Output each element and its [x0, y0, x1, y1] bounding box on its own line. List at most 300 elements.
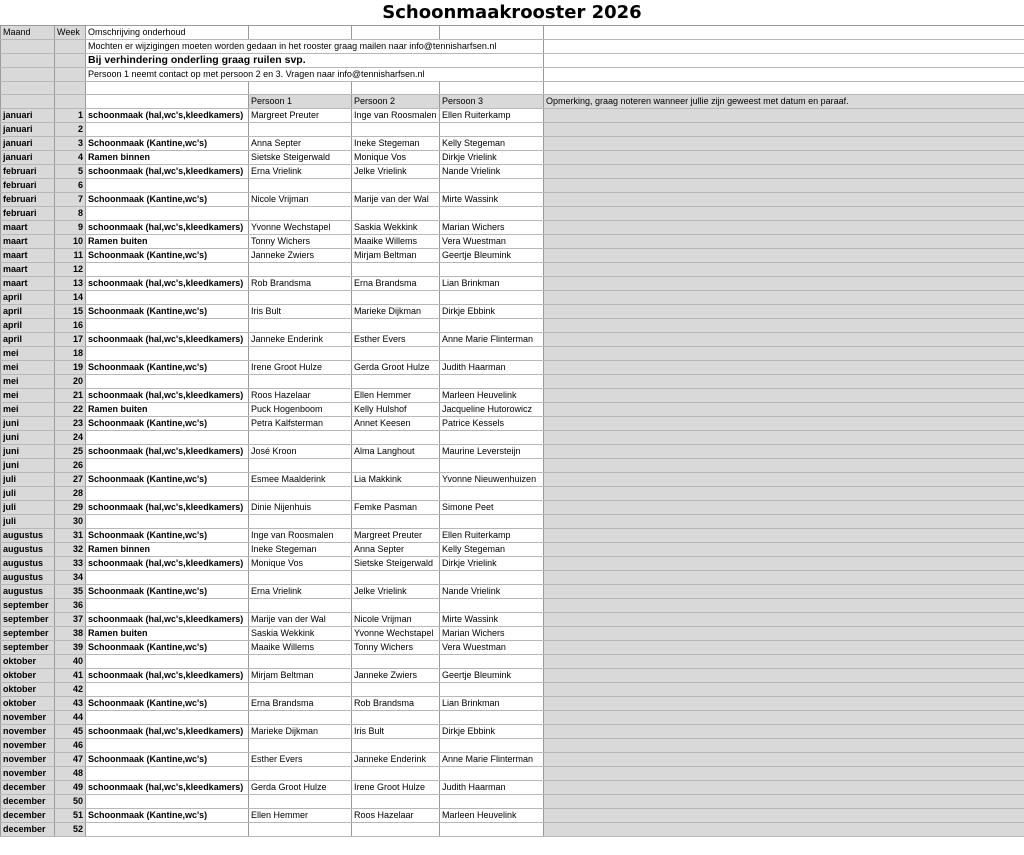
header-persoon-1[interactable]: Persoon 1: [249, 95, 352, 109]
cell-maand[interactable]: januari: [1, 151, 55, 165]
cell-persoon-1[interactable]: [249, 655, 352, 669]
cell-week[interactable]: 4: [55, 151, 86, 165]
cell-omschrijving[interactable]: schoonmaak (hal,wc's,kleedkamers): [86, 669, 249, 683]
cell-maand[interactable]: augustus: [1, 571, 55, 585]
cell-persoon-1[interactable]: Saskia Wekkink: [249, 627, 352, 641]
cell-opmerking[interactable]: [544, 809, 1024, 823]
cell-week[interactable]: 50: [55, 795, 86, 809]
cell-persoon-1[interactable]: Nicole Vrijman: [249, 193, 352, 207]
cell-opmerking[interactable]: [544, 753, 1024, 767]
cell-maand[interactable]: februari: [1, 179, 55, 193]
cell-persoon-3[interactable]: Lian Brinkman: [440, 277, 544, 291]
cell-persoon-1[interactable]: Roos Hazelaar: [249, 389, 352, 403]
cell-empty[interactable]: [86, 95, 249, 109]
cell-persoon-3[interactable]: Ellen Ruiterkamp: [440, 109, 544, 123]
cell-persoon-2[interactable]: Ineke Stegeman: [352, 137, 440, 151]
cell-persoon-1[interactable]: Petra Kalfsterman: [249, 417, 352, 431]
cell-omschrijving[interactable]: Schoonmaak (Kantine,wc's): [86, 641, 249, 655]
cell-maand[interactable]: april: [1, 319, 55, 333]
cell-maand[interactable]: oktober: [1, 669, 55, 683]
cell-omschrijving[interactable]: schoonmaak (hal,wc's,kleedkamers): [86, 501, 249, 515]
cell-persoon-3[interactable]: [440, 319, 544, 333]
cell-persoon-3[interactable]: Marleen Heuvelink: [440, 389, 544, 403]
cell-persoon-1[interactable]: Sietske Steigerwald: [249, 151, 352, 165]
cell-persoon-2[interactable]: [352, 795, 440, 809]
cell-persoon-1[interactable]: Tonny Wichers: [249, 235, 352, 249]
cell-persoon-1[interactable]: [249, 683, 352, 697]
cell-week[interactable]: 16: [55, 319, 86, 333]
cell-persoon-2[interactable]: Inge van Roosmalen: [352, 109, 440, 123]
cell-persoon-3[interactable]: [440, 795, 544, 809]
cell-opmerking[interactable]: [544, 557, 1024, 571]
cell-omschrijving[interactable]: [86, 431, 249, 445]
cell-omschrijving[interactable]: schoonmaak (hal,wc's,kleedkamers): [86, 613, 249, 627]
cell-omschrijving[interactable]: [86, 795, 249, 809]
cell-week[interactable]: 37: [55, 613, 86, 627]
cell-persoon-3[interactable]: Vera Wuestman: [440, 235, 544, 249]
cell-opmerking[interactable]: [544, 375, 1024, 389]
cell-opmerking[interactable]: [544, 543, 1024, 557]
cell-opmerking[interactable]: [544, 627, 1024, 641]
cell-persoon-3[interactable]: Kelly Stegeman: [440, 543, 544, 557]
cell-persoon-1[interactable]: [249, 795, 352, 809]
cell-opmerking[interactable]: [544, 151, 1024, 165]
cell-maand[interactable]: mei: [1, 403, 55, 417]
cell-persoon-1[interactable]: [249, 571, 352, 585]
cell-empty[interactable]: [55, 68, 86, 82]
cell-week[interactable]: 20: [55, 375, 86, 389]
cell-week[interactable]: 9: [55, 221, 86, 235]
cell-persoon-3[interactable]: Maurine Leversteijn: [440, 445, 544, 459]
cell-omschrijving[interactable]: [86, 179, 249, 193]
note-contact[interactable]: Persoon 1 neemt contact op met persoon 2 en 3. Vragen naar info@tennisharfsen.nl: [86, 68, 544, 82]
cell-omschrijving[interactable]: Schoonmaak (Kantine,wc's): [86, 417, 249, 431]
cell-persoon-3[interactable]: Patrice Kessels: [440, 417, 544, 431]
cell-persoon-3[interactable]: Mirte Wassink: [440, 193, 544, 207]
cell-persoon-1[interactable]: [249, 711, 352, 725]
cell-maand[interactable]: september: [1, 613, 55, 627]
cell-maand[interactable]: juli: [1, 501, 55, 515]
cell-persoon-2[interactable]: [352, 319, 440, 333]
cell-persoon-3[interactable]: [440, 347, 544, 361]
cell-persoon-3[interactable]: [440, 487, 544, 501]
cell-maand[interactable]: november: [1, 711, 55, 725]
cell-persoon-1[interactable]: [249, 263, 352, 277]
cell-opmerking[interactable]: [544, 487, 1024, 501]
cell-persoon-1[interactable]: Ineke Stegeman: [249, 543, 352, 557]
cell-persoon-3[interactable]: Anne Marie Flinterman: [440, 333, 544, 347]
cell-persoon-2[interactable]: Alma Langhout: [352, 445, 440, 459]
cell-opmerking[interactable]: [544, 781, 1024, 795]
cell-persoon-3[interactable]: Kelly Stegeman: [440, 137, 544, 151]
cell-persoon-2[interactable]: [352, 683, 440, 697]
cell-opmerking[interactable]: [544, 459, 1024, 473]
cell-persoon-2[interactable]: Yvonne Wechstapel: [352, 627, 440, 641]
cell-persoon-2[interactable]: Jelke Vrielink: [352, 585, 440, 599]
cell-persoon-1[interactable]: [249, 823, 352, 837]
cell-persoon-1[interactable]: Dinie Nijenhuis: [249, 501, 352, 515]
cell-week[interactable]: 15: [55, 305, 86, 319]
cell-maand[interactable]: augustus: [1, 529, 55, 543]
cell-persoon-2[interactable]: Nicole Vrijman: [352, 613, 440, 627]
cell-persoon-2[interactable]: [352, 375, 440, 389]
cell-persoon-2[interactable]: [352, 655, 440, 669]
cell-opmerking[interactable]: [544, 711, 1024, 725]
cell-opmerking[interactable]: [544, 613, 1024, 627]
header-empty[interactable]: [352, 26, 440, 40]
cell-persoon-2[interactable]: Maaike Willems: [352, 235, 440, 249]
cell-maand[interactable]: juli: [1, 473, 55, 487]
cell-empty[interactable]: [1, 68, 55, 82]
cell-week[interactable]: 28: [55, 487, 86, 501]
cell-persoon-2[interactable]: Saskia Wekkink: [352, 221, 440, 235]
cell-empty[interactable]: [544, 40, 1024, 54]
cell-week[interactable]: 41: [55, 669, 86, 683]
cell-maand[interactable]: maart: [1, 249, 55, 263]
cell-persoon-3[interactable]: [440, 823, 544, 837]
cell-maand[interactable]: juni: [1, 459, 55, 473]
cell-opmerking[interactable]: [544, 683, 1024, 697]
cell-empty[interactable]: [1, 82, 55, 95]
cell-persoon-3[interactable]: [440, 683, 544, 697]
cell-omschrijving[interactable]: Ramen buiten: [86, 235, 249, 249]
cell-opmerking[interactable]: [544, 585, 1024, 599]
cell-persoon-2[interactable]: [352, 739, 440, 753]
cell-maand[interactable]: mei: [1, 361, 55, 375]
cell-opmerking[interactable]: [544, 193, 1024, 207]
cell-opmerking[interactable]: [544, 431, 1024, 445]
cell-persoon-2[interactable]: Femke Pasman: [352, 501, 440, 515]
cell-persoon-1[interactable]: Marije van der Wal: [249, 613, 352, 627]
cell-week[interactable]: 39: [55, 641, 86, 655]
cell-opmerking[interactable]: [544, 515, 1024, 529]
cell-opmerking[interactable]: [544, 571, 1024, 585]
cell-persoon-2[interactable]: [352, 179, 440, 193]
header-empty[interactable]: [440, 26, 544, 40]
cell-omschrijving[interactable]: [86, 823, 249, 837]
cell-opmerking[interactable]: [544, 669, 1024, 683]
cell-persoon-3[interactable]: Lian Brinkman: [440, 697, 544, 711]
cell-persoon-2[interactable]: Irene Groot Hulze: [352, 781, 440, 795]
cell-week[interactable]: 6: [55, 179, 86, 193]
cell-omschrijving[interactable]: Schoonmaak (Kantine,wc's): [86, 137, 249, 151]
cell-empty[interactable]: [55, 40, 86, 54]
cell-empty[interactable]: [249, 82, 352, 95]
cell-opmerking[interactable]: [544, 207, 1024, 221]
cell-persoon-3[interactable]: [440, 571, 544, 585]
cell-persoon-3[interactable]: [440, 123, 544, 137]
cell-persoon-1[interactable]: [249, 123, 352, 137]
cell-omschrijving[interactable]: [86, 711, 249, 725]
cell-persoon-3[interactable]: Judith Haarman: [440, 361, 544, 375]
cell-maand[interactable]: augustus: [1, 543, 55, 557]
cell-persoon-2[interactable]: [352, 571, 440, 585]
cell-week[interactable]: 21: [55, 389, 86, 403]
cell-empty[interactable]: [544, 68, 1024, 82]
cell-persoon-3[interactable]: Anne Marie Flinterman: [440, 753, 544, 767]
cell-maand[interactable]: september: [1, 627, 55, 641]
cell-maand[interactable]: oktober: [1, 655, 55, 669]
note-wijzigingen[interactable]: Mochten er wijzigingen moeten worden gedaan in het rooster graag mailen naar info@tennisharfsen.nl: [86, 40, 544, 54]
cell-persoon-1[interactable]: [249, 179, 352, 193]
header-opmerking[interactable]: Opmerking, graag noteren wanneer jullie zijn geweest met datum en paraaf.: [544, 95, 1024, 109]
cell-maand[interactable]: januari: [1, 109, 55, 123]
cell-omschrijving[interactable]: [86, 655, 249, 669]
cell-persoon-2[interactable]: [352, 123, 440, 137]
cell-week[interactable]: 49: [55, 781, 86, 795]
cell-maand[interactable]: juli: [1, 515, 55, 529]
cell-week[interactable]: 8: [55, 207, 86, 221]
cell-persoon-1[interactable]: [249, 319, 352, 333]
header-omschrijving[interactable]: Omschrijving onderhoud: [86, 26, 249, 40]
cell-maand[interactable]: februari: [1, 207, 55, 221]
cell-persoon-1[interactable]: Marieke Dijkman: [249, 725, 352, 739]
cell-week[interactable]: 25: [55, 445, 86, 459]
cell-opmerking[interactable]: [544, 277, 1024, 291]
cell-persoon-2[interactable]: Janneke Enderink: [352, 753, 440, 767]
cell-persoon-2[interactable]: [352, 431, 440, 445]
cell-omschrijving[interactable]: schoonmaak (hal,wc's,kleedkamers): [86, 557, 249, 571]
cell-persoon-1[interactable]: Mirjam Beltman: [249, 669, 352, 683]
cell-persoon-2[interactable]: Tonny Wichers: [352, 641, 440, 655]
cell-persoon-2[interactable]: [352, 207, 440, 221]
cell-persoon-3[interactable]: Marian Wichers: [440, 627, 544, 641]
cell-opmerking[interactable]: [544, 249, 1024, 263]
cell-omschrijving[interactable]: schoonmaak (hal,wc's,kleedkamers): [86, 221, 249, 235]
cell-opmerking[interactable]: [544, 795, 1024, 809]
cell-persoon-1[interactable]: José Kroon: [249, 445, 352, 459]
cell-opmerking[interactable]: [544, 655, 1024, 669]
cell-omschrijving[interactable]: Schoonmaak (Kantine,wc's): [86, 361, 249, 375]
cell-persoon-3[interactable]: [440, 291, 544, 305]
cell-maand[interactable]: december: [1, 823, 55, 837]
cell-persoon-2[interactable]: Monique Vos: [352, 151, 440, 165]
cell-persoon-1[interactable]: [249, 515, 352, 529]
cell-empty[interactable]: [1, 95, 55, 109]
cell-omschrijving[interactable]: [86, 459, 249, 473]
cell-omschrijving[interactable]: [86, 571, 249, 585]
cell-maand[interactable]: november: [1, 725, 55, 739]
cell-week[interactable]: 17: [55, 333, 86, 347]
cell-persoon-3[interactable]: [440, 263, 544, 277]
cell-omschrijving[interactable]: Schoonmaak (Kantine,wc's): [86, 473, 249, 487]
cell-persoon-1[interactable]: Gerda Groot Hulze: [249, 781, 352, 795]
cell-maand[interactable]: december: [1, 781, 55, 795]
cell-omschrijving[interactable]: [86, 683, 249, 697]
cell-maand[interactable]: mei: [1, 347, 55, 361]
cell-persoon-2[interactable]: [352, 263, 440, 277]
cell-persoon-1[interactable]: Erna Brandsma: [249, 697, 352, 711]
cell-maand[interactable]: november: [1, 739, 55, 753]
cell-week[interactable]: 44: [55, 711, 86, 725]
cell-opmerking[interactable]: [544, 599, 1024, 613]
cell-maand[interactable]: juni: [1, 431, 55, 445]
header-empty[interactable]: [249, 26, 352, 40]
cell-persoon-1[interactable]: [249, 599, 352, 613]
cell-persoon-3[interactable]: Dirkje Ebbink: [440, 305, 544, 319]
cell-week[interactable]: 46: [55, 739, 86, 753]
cell-persoon-1[interactable]: [249, 487, 352, 501]
cell-week[interactable]: 11: [55, 249, 86, 263]
cell-persoon-2[interactable]: Mirjam Beltman: [352, 249, 440, 263]
cell-empty[interactable]: [1, 40, 55, 54]
cell-persoon-2[interactable]: Kelly Hulshof: [352, 403, 440, 417]
cell-week[interactable]: 14: [55, 291, 86, 305]
cell-omschrijving[interactable]: [86, 515, 249, 529]
cell-maand[interactable]: januari: [1, 123, 55, 137]
cell-persoon-2[interactable]: [352, 599, 440, 613]
cell-opmerking[interactable]: [544, 333, 1024, 347]
cell-empty[interactable]: [1, 54, 55, 68]
cell-omschrijving[interactable]: [86, 739, 249, 753]
cell-persoon-2[interactable]: [352, 347, 440, 361]
cell-persoon-1[interactable]: Janneke Zwiers: [249, 249, 352, 263]
cell-week[interactable]: 45: [55, 725, 86, 739]
cell-persoon-1[interactable]: Esmee Maalderink: [249, 473, 352, 487]
cell-persoon-1[interactable]: [249, 431, 352, 445]
cell-omschrijving[interactable]: schoonmaak (hal,wc's,kleedkamers): [86, 333, 249, 347]
cell-persoon-1[interactable]: Irene Groot Hulze: [249, 361, 352, 375]
cell-opmerking[interactable]: [544, 767, 1024, 781]
cell-persoon-1[interactable]: Erna Vrielink: [249, 165, 352, 179]
cell-maand[interactable]: maart: [1, 263, 55, 277]
cell-omschrijving[interactable]: Ramen binnen: [86, 151, 249, 165]
cell-omschrijving[interactable]: Schoonmaak (Kantine,wc's): [86, 249, 249, 263]
header-persoon-2[interactable]: Persoon 2: [352, 95, 440, 109]
cell-week[interactable]: 48: [55, 767, 86, 781]
cell-empty[interactable]: [352, 82, 440, 95]
cell-empty[interactable]: [86, 82, 249, 95]
cell-persoon-3[interactable]: Dirkje Vrielink: [440, 151, 544, 165]
cell-empty[interactable]: [55, 95, 86, 109]
header-maand[interactable]: Maand: [1, 26, 55, 40]
cell-persoon-2[interactable]: [352, 291, 440, 305]
cell-persoon-3[interactable]: Marian Wichers: [440, 221, 544, 235]
cell-week[interactable]: 5: [55, 165, 86, 179]
cell-persoon-3[interactable]: Nande Vrielink: [440, 165, 544, 179]
cell-week[interactable]: 19: [55, 361, 86, 375]
cell-persoon-2[interactable]: [352, 823, 440, 837]
cell-opmerking[interactable]: [544, 725, 1024, 739]
cell-maand[interactable]: augustus: [1, 585, 55, 599]
cell-persoon-2[interactable]: Iris Bult: [352, 725, 440, 739]
cell-opmerking[interactable]: [544, 235, 1024, 249]
cell-persoon-2[interactable]: Sietske Steigerwald: [352, 557, 440, 571]
cell-maand[interactable]: augustus: [1, 557, 55, 571]
cell-persoon-3[interactable]: Marleen Heuvelink: [440, 809, 544, 823]
cell-maand[interactable]: juli: [1, 487, 55, 501]
cell-omschrijving[interactable]: [86, 599, 249, 613]
cell-persoon-2[interactable]: Esther Evers: [352, 333, 440, 347]
cell-omschrijving[interactable]: [86, 207, 249, 221]
cell-maand[interactable]: april: [1, 305, 55, 319]
cell-persoon-2[interactable]: [352, 459, 440, 473]
cell-week[interactable]: 18: [55, 347, 86, 361]
cell-persoon-1[interactable]: [249, 459, 352, 473]
cell-maand[interactable]: mei: [1, 375, 55, 389]
cell-persoon-3[interactable]: Geertje Bleumink: [440, 669, 544, 683]
cell-persoon-1[interactable]: Puck Hogenboom: [249, 403, 352, 417]
cell-persoon-2[interactable]: Gerda Groot Hulze: [352, 361, 440, 375]
cell-persoon-3[interactable]: Vera Wuestman: [440, 641, 544, 655]
cell-week[interactable]: 27: [55, 473, 86, 487]
cell-omschrijving[interactable]: Schoonmaak (Kantine,wc's): [86, 305, 249, 319]
cell-omschrijving[interactable]: schoonmaak (hal,wc's,kleedkamers): [86, 725, 249, 739]
cell-week[interactable]: 31: [55, 529, 86, 543]
cell-maand[interactable]: december: [1, 809, 55, 823]
cell-omschrijving[interactable]: Schoonmaak (Kantine,wc's): [86, 697, 249, 711]
cell-week[interactable]: 36: [55, 599, 86, 613]
cell-omschrijving[interactable]: Schoonmaak (Kantine,wc's): [86, 585, 249, 599]
note-ruilen[interactable]: Bij verhindering onderling graag ruilen svp.: [86, 54, 544, 68]
cell-week[interactable]: 10: [55, 235, 86, 249]
cell-persoon-2[interactable]: Erna Brandsma: [352, 277, 440, 291]
cell-opmerking[interactable]: [544, 417, 1024, 431]
cell-opmerking[interactable]: [544, 319, 1024, 333]
cell-opmerking[interactable]: [544, 389, 1024, 403]
cell-persoon-1[interactable]: Rob Brandsma: [249, 277, 352, 291]
cell-maand[interactable]: oktober: [1, 697, 55, 711]
cell-week[interactable]: 13: [55, 277, 86, 291]
cell-maand[interactable]: februari: [1, 193, 55, 207]
cell-persoon-3[interactable]: [440, 459, 544, 473]
cell-week[interactable]: 26: [55, 459, 86, 473]
cell-week[interactable]: 38: [55, 627, 86, 641]
cell-persoon-3[interactable]: Mirte Wassink: [440, 613, 544, 627]
cell-persoon-3[interactable]: [440, 515, 544, 529]
cell-week[interactable]: 22: [55, 403, 86, 417]
cell-maand[interactable]: juni: [1, 445, 55, 459]
cell-week[interactable]: 35: [55, 585, 86, 599]
cell-week[interactable]: 40: [55, 655, 86, 669]
cell-week[interactable]: 1: [55, 109, 86, 123]
cell-persoon-3[interactable]: Dirkje Vrielink: [440, 557, 544, 571]
cell-omschrijving[interactable]: Ramen buiten: [86, 403, 249, 417]
cell-persoon-2[interactable]: [352, 487, 440, 501]
cell-week[interactable]: 23: [55, 417, 86, 431]
cell-maand[interactable]: maart: [1, 221, 55, 235]
cell-persoon-1[interactable]: Janneke Enderink: [249, 333, 352, 347]
cell-persoon-1[interactable]: [249, 291, 352, 305]
cell-week[interactable]: 3: [55, 137, 86, 151]
cell-omschrijving[interactable]: [86, 347, 249, 361]
cell-maand[interactable]: december: [1, 795, 55, 809]
cell-omschrijving[interactable]: schoonmaak (hal,wc's,kleedkamers): [86, 109, 249, 123]
cell-persoon-3[interactable]: Yvonne Nieuwenhuizen: [440, 473, 544, 487]
cell-omschrijving[interactable]: Schoonmaak (Kantine,wc's): [86, 529, 249, 543]
cell-opmerking[interactable]: [544, 641, 1024, 655]
cell-maand[interactable]: februari: [1, 165, 55, 179]
cell-maand[interactable]: januari: [1, 137, 55, 151]
cell-persoon-3[interactable]: [440, 655, 544, 669]
cell-omschrijving[interactable]: [86, 123, 249, 137]
cell-persoon-1[interactable]: Anna Septer: [249, 137, 352, 151]
cell-week[interactable]: 47: [55, 753, 86, 767]
cell-opmerking[interactable]: [544, 109, 1024, 123]
cell-persoon-2[interactable]: Lia Makkink: [352, 473, 440, 487]
cell-persoon-1[interactable]: Iris Bult: [249, 305, 352, 319]
cell-persoon-1[interactable]: [249, 739, 352, 753]
cell-week[interactable]: 24: [55, 431, 86, 445]
cell-omschrijving[interactable]: [86, 767, 249, 781]
cell-opmerking[interactable]: [544, 165, 1024, 179]
cell-opmerking[interactable]: [544, 137, 1024, 151]
cell-persoon-1[interactable]: Erna Vrielink: [249, 585, 352, 599]
cell-empty[interactable]: [544, 82, 1024, 95]
cell-omschrijving[interactable]: [86, 291, 249, 305]
cell-opmerking[interactable]: [544, 263, 1024, 277]
cell-persoon-2[interactable]: [352, 711, 440, 725]
